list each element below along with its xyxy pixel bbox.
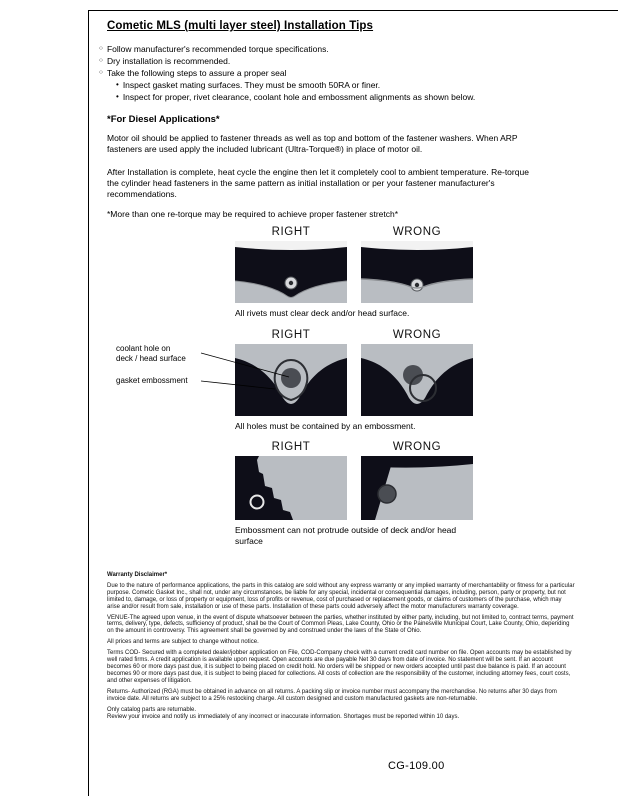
page-title: Cometic MLS (multi layer steel) Installation Tips [107, 20, 374, 32]
diesel-paragraph-1: Motor oil should be applied to fastener threads as well as top and bottom of the fastener washers. When ARP fasteners are used apply the included lubricant (Ultra-Torque®) in place of motor oil. [107, 133, 518, 154]
tip-text: Take the following steps to assure a proper seal [106, 68, 287, 78]
sub-tip-text: Inspect gasket mating surfaces. They must be smooth 50RA or finer. [122, 80, 381, 90]
circle-bullet-icon: ○ [99, 69, 103, 76]
diagram-col-wrong [361, 441, 473, 520]
diagram-caption: Embossment can not protrude outside of deck and/or head surface [235, 525, 457, 546]
diagram-col-right [235, 226, 347, 303]
sub-tip-text: Inspect for proper, rivet clearance, coolant hole and embossment alignments as shown below. [122, 92, 476, 102]
wrong-label: WRONG [392, 441, 442, 453]
disclaimer-paragraph: Review your invoice and notify us immediately of any incorrect or inaccurate information. Shortages must be reported within 10 days. [107, 714, 460, 721]
left-rule [88, 10, 89, 796]
diagram-col-wrong [361, 329, 473, 416]
circle-bullet-icon: ○ [99, 57, 103, 64]
disclaimer-paragraph: Terms COD- Secured with a completed dealer/jobber application on File, COD-Company check with a current credit card number on file. Open accounts may be established by well rated firms. A credit application is available upon request. Open accounts are due payable Net 30 days from date of invoice. No statement will be sent. If an account becomes 60 or more days past due, it is subject to being placed on credit hold. No orders will be shipped or new orders accepted until past due balance is paid. If an account becomes 90 or more days past due, it is subject to being placed for collections. All costs of collection are the responsibility of the customer, including attorney fees, court costs, and other expenses of litigation. [107, 650, 572, 684]
rivet-clearance-wrong-image [361, 241, 473, 303]
dot-bullet-icon: • [116, 92, 119, 101]
disclaimer-paragraph: VENUE-The agreed upon venue, in the event of dispute whatsoever between the parties, whether instituted by either party, including, but not limited to, contract terms, payment terms, delivery, type, defects, sufficiency of product, shall be the Court of Common Pleas, Lake County, Ohio or the Painesville Municipal Court, Lake County, Ohio, depending on the amount in controversy. This agreement shall be governed by and construed under the laws of the State of Ohio. [107, 614, 574, 635]
retorque-note: *More than one re-torque may be required to achieve proper fastener stretch* [107, 209, 399, 219]
coolant-hole-annotation [116, 344, 200, 364]
diesel-paragraph-2: After Installation is complete, heat cycle the engine then let it completely cool to ambient temperature. Re-torque the cylinder head fasteners in the same pattern as initial installation or per your fastener manufacturer's recommendations. [107, 167, 529, 199]
protrusion-right-image [235, 456, 347, 520]
diesel-applications-heading: *For Diesel Applications* [107, 114, 220, 125]
diagram-caption: All rivets must clear deck and/or head surface. [235, 308, 410, 318]
tip-item [99, 67, 569, 79]
tip-item [99, 43, 569, 55]
protrusion-wrong-image [361, 456, 473, 520]
diagram-col-wrong [361, 226, 473, 303]
coolant-hole-icon [281, 368, 301, 388]
diagram-grid [235, 441, 473, 520]
hole-embossment-wrong-image [361, 344, 473, 416]
disclaimer-paragraph: Due to the nature of performance applications, the parts in this catalog are sold without any express warranty or any implied warranty of merchantability or fitness for a particular purpose. Cometic Gasket Inc., shall not, under any circumstances, be liable for any special, incidental or consequential damages, including, person, party or property, but not limited to, damage, or loss of property or equipment, loss of profits or revenue, cost of purchased or replacement goods, or claims of customers of the purchase, which may arise and/or result from sale, installation or use of these parts. Installation of these parts could adversely affect the motor manufacturers warranty coverage. [107, 582, 575, 610]
disclaimer-paragraph: All prices and terms are subject to change without notice. [107, 639, 259, 646]
sub-tips-list [116, 79, 569, 103]
wrong-label: WRONG [392, 328, 442, 341]
diagram-grid [235, 226, 473, 303]
circle-bullet-icon: ○ [99, 45, 103, 52]
tip-text: Dry installation is recommended. [106, 56, 231, 66]
disclaimer-paragraph: Returns- Authorized (RGA) must be obtained in advance on all returns. A packing slip or invoice number must accompany the merchandise. No returns after 30 days from invoice date. All returns are subject to a 25% restocking charge. All custom designed and custom manufactured gaskets are non-returnable. [107, 688, 557, 702]
annotation-line: coolant hole on [116, 343, 171, 353]
diagram-row-embossment [116, 328, 473, 432]
dot-bullet-icon: • [116, 80, 119, 89]
diagram-row-rivets [235, 226, 473, 319]
disclaimer-heading: Warranty Disclaimer* [107, 572, 168, 578]
diagram-col-right [235, 329, 347, 416]
diagram-col-right [235, 441, 347, 520]
diagram-caption: All holes must be contained by an embossment. [235, 420, 416, 431]
wrong-label: WRONG [392, 226, 442, 238]
sub-tip-item [116, 79, 569, 91]
tips-list [99, 43, 569, 103]
warranty-disclaimer [107, 572, 575, 725]
diagram-section [116, 226, 473, 556]
top-rule [88, 10, 618, 11]
embossment-ring-icon [378, 485, 396, 503]
disclaimer-paragraph: Only catalog parts are returnable. [107, 706, 197, 713]
annotation-line: deck / head surface [116, 353, 186, 363]
right-label: RIGHT [271, 328, 311, 341]
page-code: CG-109.00 [388, 760, 445, 772]
right-label: RIGHT [271, 441, 311, 453]
diagram-grid [235, 329, 473, 416]
diagram-row-protrusion [235, 441, 473, 546]
tip-text: Follow manufacturer's recommended torque specifications. [106, 44, 329, 54]
right-label: RIGHT [271, 226, 311, 238]
sub-tip-item [116, 91, 569, 103]
hole-embossment-right-image [235, 344, 347, 416]
tip-item [99, 55, 569, 67]
rivet-clearance-right-image [235, 241, 347, 303]
gasket-embossment-annotation: gasket embossment [116, 375, 188, 385]
